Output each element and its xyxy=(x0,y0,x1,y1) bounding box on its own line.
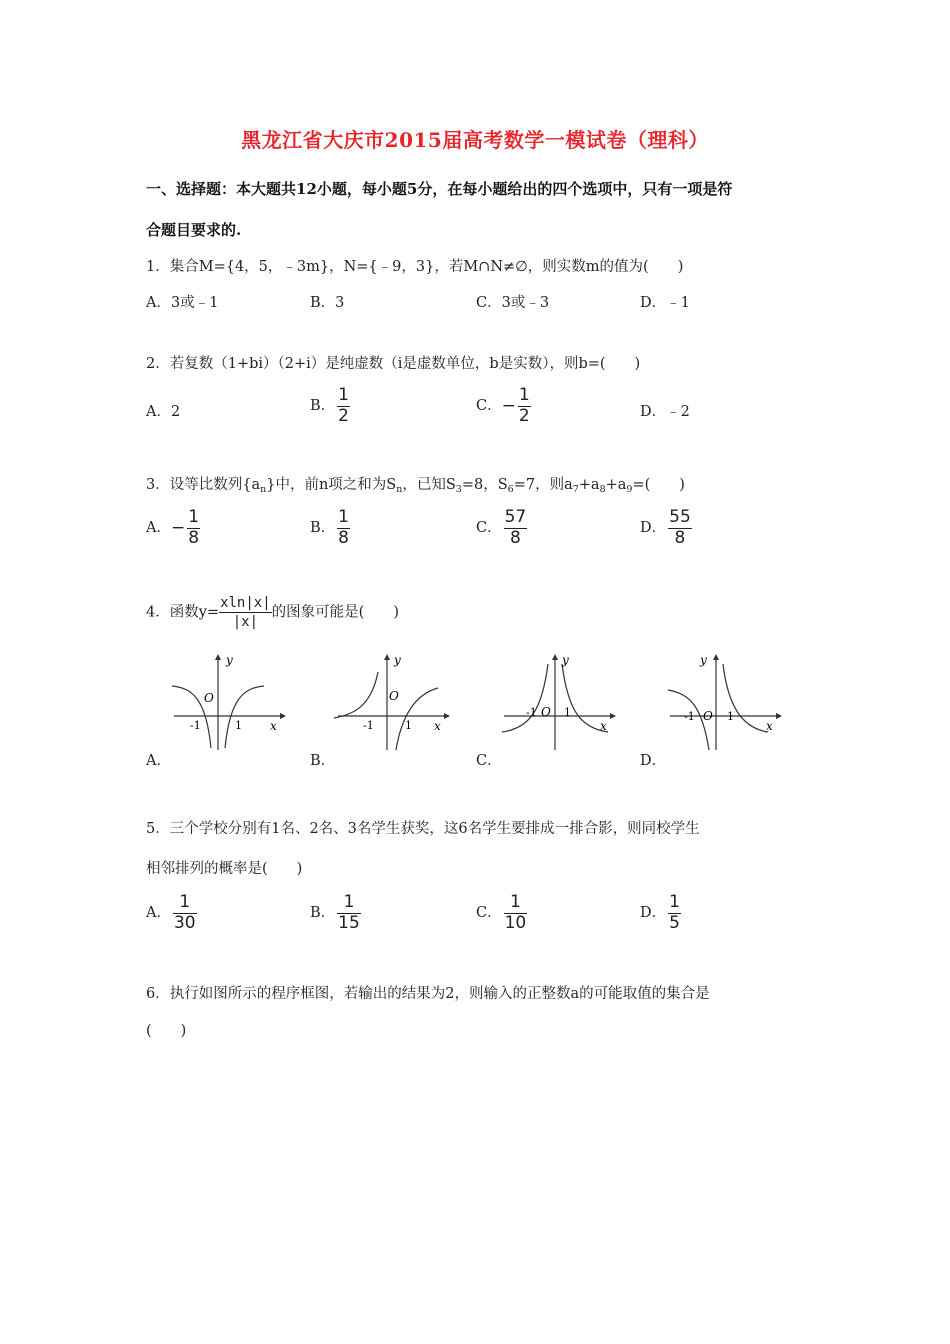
fraction: $\frac{57}{8}$ xyxy=(504,507,527,548)
graph-d xyxy=(662,650,782,752)
question-4-option-b: B． xyxy=(310,753,336,769)
section-heading-line2: 合题目要求的. xyxy=(146,221,242,239)
svg-text:-1: -1 xyxy=(363,719,374,732)
question-2-stem: 2．若复数（1+bi）（2+i）是纯虚数（i是虚数单位，b是实数），则b=( ) xyxy=(146,356,641,372)
svg-text:O: O xyxy=(204,691,214,705)
question-1-option-b: B．3 xyxy=(310,295,345,311)
svg-text:1: 1 xyxy=(235,719,242,732)
svg-text:O: O xyxy=(541,705,551,719)
question-4-option-a: A． xyxy=(146,753,171,769)
fraction: $\frac{55}{8}$ xyxy=(669,507,691,548)
question-1-stem: 1．集合M={4，5，﹣3m}，N={﹣9，3}，若M∩N≠∅，则实数m的值为( ) xyxy=(146,259,684,275)
question-6-stem-line2: ( ) xyxy=(146,1023,187,1039)
question-2-option-c: C．− $\frac{1}{2}$ xyxy=(476,385,530,426)
svg-text:-1: -1 xyxy=(684,710,695,723)
svg-text:y: y xyxy=(562,653,569,667)
fraction: $\frac{1}{2}$ xyxy=(518,385,530,426)
fraction: $\frac{1}{2}$ xyxy=(338,385,349,426)
svg-text:1: 1 xyxy=(564,706,571,719)
fraction: $\frac{1}{8}$ xyxy=(188,507,200,548)
function-fraction: $\frac{xln|x|}{|x|}$ xyxy=(220,595,271,631)
fraction: $\frac{1}{10}$ xyxy=(504,892,527,933)
question-5-stem-line1: 5．三个学校分别有1名、2名、3名学生获奖，这6名学生要排成一排合影，则同校学生 xyxy=(146,821,700,837)
question-1-option-c: C．3或﹣3 xyxy=(476,295,550,311)
svg-text:-1: -1 xyxy=(190,719,201,732)
section-heading-line1: 一、选择题：本大题共12小题，每小题5分，在每小题给出的四个选项中，只有一项是符 xyxy=(146,180,733,198)
question-3-stem: 3．设等比数列$\{a_n\}$中，前n项之和为$S_n$，已知$S_3=8$，$S_6=7$，则$a_7+a_8+a_9=$( ) xyxy=(146,477,685,495)
question-3-option-b: B． $\frac{1}{8}$ xyxy=(310,507,349,548)
question-2-option-d: D．﹣2 xyxy=(640,404,690,420)
page-title: 黑龙江省大庆市2015届高考数学一模试卷（理科） xyxy=(241,128,709,152)
question-5-option-b: B． $\frac{1}{15}$ xyxy=(310,892,360,933)
svg-text:O: O xyxy=(389,689,399,703)
question-3-option-d: D． $\frac{55}{8}$ xyxy=(640,507,691,548)
svg-text:x: x xyxy=(434,719,441,733)
question-5-option-c: C． $\frac{1}{10}$ xyxy=(476,892,527,933)
svg-text:O: O xyxy=(703,709,713,723)
question-2-option-a: A．2 xyxy=(146,404,181,420)
fraction: $\frac{1}{30}$ xyxy=(173,892,196,933)
graph-c xyxy=(496,650,616,752)
fraction: $\frac{1}{5}$ xyxy=(669,892,680,933)
fraction: $\frac{1}{15}$ xyxy=(338,892,360,933)
question-1-option-d: D．﹣1 xyxy=(640,295,690,311)
question-1-option-a: A．3或﹣1 xyxy=(146,295,219,311)
question-5-option-d: D． $\frac{1}{5}$ xyxy=(640,892,680,933)
fraction: $\frac{1}{8}$ xyxy=(338,507,349,548)
graph-b xyxy=(330,650,450,752)
question-5-stem-line2: 相邻排列的概率是( ) xyxy=(146,861,303,877)
svg-text:-1: -1 xyxy=(526,706,537,719)
svg-text:y: y xyxy=(394,653,401,667)
svg-text:y: y xyxy=(226,653,233,667)
svg-text:x: x xyxy=(766,719,773,733)
svg-text:1: 1 xyxy=(405,719,412,732)
svg-text:x: x xyxy=(270,719,277,733)
question-6-stem-line1: 6．执行如图所示的程序框图，若输出的结果为2，则输入的正整数a的可能取值的集合是 xyxy=(146,986,710,1002)
question-3-option-a: A．− $\frac{1}{8}$ xyxy=(146,507,200,548)
svg-text:y: y xyxy=(700,653,707,667)
svg-text:x: x xyxy=(600,719,607,733)
question-3-option-c: C． $\frac{57}{8}$ xyxy=(476,507,527,548)
graph-a xyxy=(166,650,286,752)
question-2-option-b: B． $\frac{1}{2}$ xyxy=(310,385,349,426)
question-4-option-c: C． xyxy=(476,753,502,769)
question-5-option-a: A． $\frac{1}{30}$ xyxy=(146,892,196,933)
question-4-option-d: D． xyxy=(640,753,667,769)
svg-text:1: 1 xyxy=(727,710,734,723)
question-4-stem: 4．函数y= $\frac{xln|x|}{|x|}$ 的图象可能是( ) xyxy=(146,595,399,631)
